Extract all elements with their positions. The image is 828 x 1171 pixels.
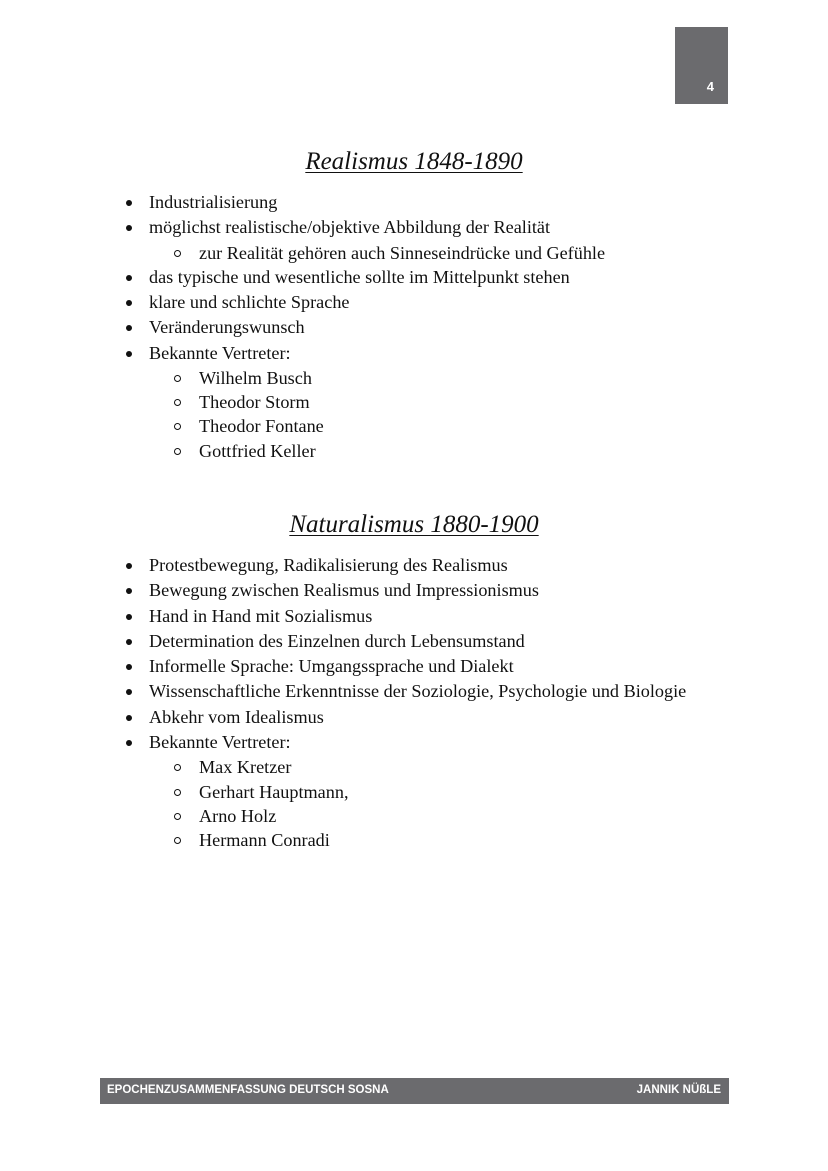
list-item [0, 629, 686, 654]
section-title-naturalismus: Naturalismus 1880-1900 [289, 511, 539, 538]
list-item-text: Wilhelm Busch [199, 367, 312, 388]
list-item [0, 553, 686, 578]
bullet-icon [126, 351, 132, 357]
bullet-icon [126, 200, 132, 206]
list-item [0, 578, 686, 603]
list-item-text: Theodor Fontane [199, 416, 324, 437]
bullet-icon [126, 325, 132, 331]
circle-bullet-icon [174, 423, 181, 430]
sub-list-item [0, 390, 605, 414]
bullet-icon [126, 300, 132, 306]
list-item-text: klare und schlichte Sprache [149, 292, 350, 313]
sub-list-item [0, 755, 686, 779]
footer-bar [100, 1078, 729, 1104]
circle-bullet-icon [174, 813, 181, 820]
list-item [0, 705, 686, 730]
naturalismus-bullet-list [0, 553, 686, 852]
list-item [0, 679, 686, 704]
bullet-icon [126, 225, 132, 231]
list-item-text: das typische und wesentliche sollte im Mittelpunkt stehen [149, 266, 570, 287]
list-item-text: Hand in Hand mit Sozialismus [149, 605, 373, 626]
list-item [0, 190, 605, 215]
bullet-icon [126, 614, 132, 620]
footer-author: JANNIK NÜßLE [636, 1084, 721, 1096]
list-item-text: Informelle Sprache: Umgangssprache und Dialekt [149, 656, 514, 677]
circle-bullet-icon [174, 789, 181, 796]
sub-list-item [0, 366, 605, 390]
bullet-icon [126, 689, 132, 695]
list-item-text: zur Realität gehören auch Sinneseindrücke und Gefühle [199, 242, 606, 263]
bullet-icon [126, 715, 132, 721]
list-item-text: Industrialisierung [149, 192, 278, 212]
circle-bullet-icon [174, 375, 181, 382]
sub-list-item [0, 780, 686, 804]
list-item-text: möglichst realistische/objektive Abbildung der Realität [149, 217, 551, 238]
page-number-tab [675, 27, 728, 104]
sub-list-item [0, 241, 605, 265]
list-item [0, 215, 605, 240]
bullet-icon [126, 588, 132, 594]
footer-document-title: EPOCHENZUSAMMENFASSUNG DEUTSCH SOSNA [107, 1084, 389, 1096]
list-item-text: Bewegung zwischen Realismus und Impressionismus [149, 580, 539, 601]
bullet-icon [126, 275, 132, 281]
section-title-realismus: Realismus 1848-1890 [305, 148, 523, 175]
list-item [0, 604, 686, 629]
list-item-text: Max Kretzer [199, 757, 292, 778]
circle-bullet-icon [174, 837, 181, 844]
list-item-text: Hermann Conradi [199, 829, 330, 850]
sub-list-item [0, 804, 686, 828]
list-item-text: Gottfried Keller [199, 440, 316, 461]
list-item-text: Bekannte Vertreter: [149, 732, 291, 753]
list-item [0, 730, 686, 755]
list-item-text: Arno Holz [199, 805, 277, 826]
list-item-text: Veränderungswunsch [149, 317, 305, 338]
bullet-icon [126, 740, 132, 746]
circle-bullet-icon [174, 250, 181, 257]
circle-bullet-icon [174, 448, 181, 455]
list-item-text: Bekannte Vertreter: [149, 342, 291, 363]
sub-list-item [0, 414, 605, 438]
list-item [0, 265, 605, 290]
list-item [0, 290, 605, 315]
list-item [0, 315, 605, 340]
list-item-text: Wissenschaftliche Erkenntnisse der Soziologie, Psychologie und Biologie [149, 681, 687, 702]
page-number: 4 [706, 79, 714, 94]
realismus-bullet-list [0, 190, 605, 463]
circle-bullet-icon [174, 764, 181, 771]
list-item-text: Protestbewegung, Radikalisierung des Realismus [149, 555, 508, 575]
bullet-icon [126, 639, 132, 645]
circle-bullet-icon [174, 399, 181, 406]
list-item-text: Theodor Storm [199, 392, 310, 413]
list-item-text: Gerhart Hauptmann, [199, 781, 349, 802]
list-item [0, 341, 605, 366]
bullet-icon [126, 563, 132, 569]
bullet-icon [126, 664, 132, 670]
list-item-text: Abkehr vom Idealismus [149, 706, 324, 727]
sub-list-item [0, 828, 686, 852]
list-item-text: Determination des Einzelnen durch Lebensumstand [149, 630, 525, 651]
sub-list-item [0, 439, 605, 463]
list-item [0, 654, 686, 679]
